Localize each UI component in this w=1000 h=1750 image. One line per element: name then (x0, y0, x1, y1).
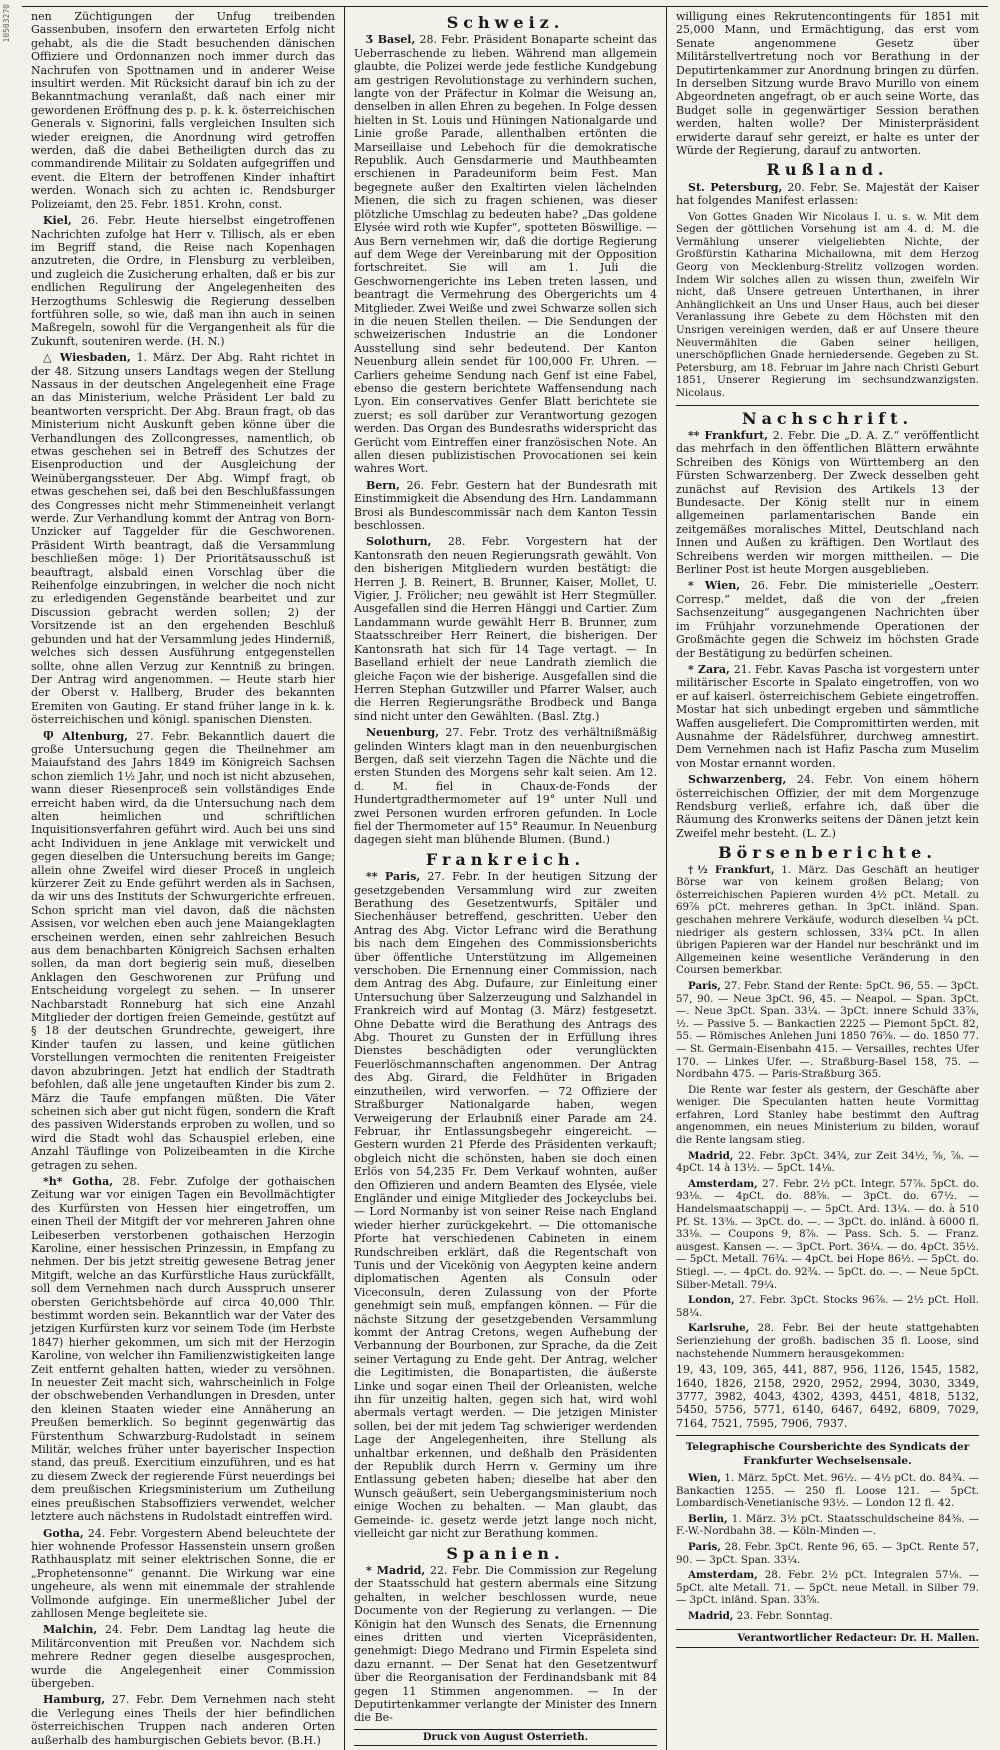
dateline: Ⴔ Altenburg, (43, 729, 129, 743)
dateline: Amsterdam, (688, 1569, 758, 1582)
article-karlsruhe: Karlsruhe, 28. Febr. Bei der heute stattgehabten Serienziehung der großh. badischen 35 fl. Loose, sind nachstehende Nummern herausgekommen: (676, 1322, 980, 1360)
article-frankfurt-2: †½ Frankfurt, 1. März. Das Geschäft an heutiger Börse war von keinem großen Belang; von österreichischen Papieren wurden 4½ pCt. Metall. zu 69⅞ pCt. mehreres gethan. In 3pCt. inländ. Span. geschahen mehrere Verkäufe, wodurch dieselben ¼ pCt. niedriger als gestern schlossen, 33¼ pCt. In allen übrigen Papieren war der Handel nur beschränkt und im Allgemeinen keine wesentliche Veränderung in den Coursen bemerkbar. (676, 863, 979, 977)
dateline: Amsterdam, (688, 1177, 758, 1190)
article-berlin: Berlin, 1. März. 3½ pCt. Staatsschuldscheine 84⅜. — F.-W.-Nordbahn 38. — Köln-Minden —. (676, 1512, 980, 1538)
article-amsterdam-2: Amsterdam, 28. Febr. 2½ pCt. Integralen 57⅛. — 5pCt. alte Metall. 71. — 5pCt. neue Metall. in Silber 79. — 3pCt. inländ. Span. 33⅝. (676, 1569, 979, 1607)
article-zara: * Zara, 21. Febr. Kavas Pascha ist vorgestern unter militärischer Escorte in Spalato eingetroffen, von wo er auf kaiserl. österreichischem Gebiete eingetroffen. Mostar hat sich unbedingt ergeben und sämmtliche Waffen ausgeliefert. Die Compromittirten werden, mit Ausnahme der Rädelsführer, durchweg amnestirt. Dem Vernehmen nach ist Hafiz Pascha zum Muselim von Mostar ernannt worden. (676, 662, 980, 770)
article-wien-1: * Wien, 26. Febr. Die ministerielle „Oesterr. Corresp.“ meldet, daß die von der „freien Sachsenzeitung“ ausgegangenen Nachrichten über im Frühjahr vorzunehmende Operationen der Großmächte gegen die Schweiz im höchsten Grade der Bestätigung zu bedürfen scheinen. (676, 579, 980, 660)
section-title-schweiz: Schweiz. (446, 13, 565, 32)
dateline: Schwarzenberg, (688, 773, 787, 787)
telegraph-title: Telegraphische Coursberichte des Syndicats der Frankfurter Wechselsensale. (685, 1441, 970, 1467)
article-madrid-3: Madrid, 23. Febr. Sonntag. (688, 1609, 833, 1622)
article-neuenburg: Neuenburg, 27. Febr. Trotz des verhältnißmäßig gelinden Winters klagt man in den neuenburgischen Bergen, daß seit vierzehn Tagen die Nächte und die ersten Stunden des Morgens sehr kalt seien. Am 12. d. M. fiel in Chaux-de-Fonds der Hundertgradthermometer auf 19° unter Null und zwei Personen wurden erfroren gefunden. In Locle fiel der Thermometer auf 15° Reaumur. In Neuenburg dagegen sieht man blühende Blumen. (Bund.) (354, 726, 658, 847)
section-title-boersen: Börsenberichte. (718, 843, 937, 863)
dateline: ** Paris, (366, 870, 421, 884)
dateline: Madrid, (688, 1609, 734, 1622)
dateline: Malchin, (43, 1623, 98, 1637)
lottery-numbers: 19, 43, 109, 365, 441, 887, 956, 1126, 1545, 1582, 1640, 1826, 2158, 2920, 2952, 2994, 3030, 3349, 3777, 3982, 4043, 4302, 4393, 4451, 4818, 5132, 5450, 5756, 5771, 6140, 6467, 6492, 6809, 7029, 7164, 7521, 7595, 7906, 7937. (676, 1363, 979, 1430)
dateline: Solothurn, (366, 535, 432, 549)
article-hamburg: Hamburg, 27. Febr. Dem Vernehmen nach steht die Verlegung eines Theils der hier befindlichen österreichischen Truppen nach anderen Orten außerhalb des hamburgischen Gebiets bevor. (B.H.) (31, 1693, 335, 1747)
dateline: * Wien, (688, 579, 741, 593)
article-wiesbaden: △ Wiesbaden, 1. März. Der Abg. Raht richtet in der 48. Sitzung unsers Landtags wegen der Stellung Nassaus in der deutschen Angelegenheit eine Frage an das Ministerium, welche Präsident Ler bald zu beantworten verspricht. Der Abg. Braun fragt, ob das Ministerium nicht Auskunft geben könne über die Verhandlungen des Zollcongresses, namentlich, ob etwas geschehen sei in Betreff des Schutzes der Eisenproduction und der Ausgleichung der Weinübergangssteuer. Der Abg. Wimpf fragt, ob etwas geschehen sei, daß bei den Beschlußfassungen des Congresses nicht mehr Stimmeneinheit verlangt werde. Zur Verhandlung kommt der Antrag von Born-Unzicker auf Taggelder für die Geschworenen. Präsident Wirth beantragt, daß die Versammlung beschließen möge: 1) Der Prioritätsausschuß ist beauftragt, alsbald einen Vorschlag über die Reihenfolge einzubringen, in welcher die noch nicht zu erledigenden Gegenstände bearbeitet und zur Discussion gebracht werden sollen; 2) der Vorsitzende ist an den ergehenden Beschluß gebunden und hat der Versammlung jedes Hinderniß, welches sich dessen Ausführung entgegenstellen sollte, ohne allen Verzug zur Kenntniß zu bringen. Der Antrag wird angenommen. — Heute starb hier der Oberst v. Hallberg, Bruder des bekannten Eremiten von Gauting. Er stand früher lange in k. k. österreichischen und königl. spanischen Diensten. (31, 351, 335, 727)
article-paris-2-note: Die Rente war fester als gestern, der Geschäfte aber weniger. Die Speculanten hatten heute Vormittag erfahren, Lord Stanley habe bestimmt den Auftrag angenommen, ein neues Ministerium zu bilden, worauf die Rente langsam stieg. (676, 1083, 979, 1147)
article-malchin: Malchin, 24. Febr. Dem Landtag lag heute die Militärconvention mit Preußen vor. Nachdem sich mehrere Redner gegen dieselbe ausgesprochen, wurde die Angelegenheit einer Commission übergeben. (31, 1623, 336, 1690)
dateline: Neuenburg, (366, 726, 440, 740)
dateline: Ӡ Basel, (366, 33, 416, 47)
dateline: Gotha, (43, 1526, 84, 1540)
dateline: Paris, (688, 979, 721, 992)
dateline: * Madrid, (366, 1563, 426, 1577)
dateline: Kiel, (43, 214, 72, 228)
article-wien-2: Wien, 1. März. 5pCt. Met. 96½. — 4½ pCt. do. 84¾. — Bankactien 1255. — 250 fl. Loose 121. — 5pCt. Lombardisch-Venetianische 93½. — London 12 fl. 42. (676, 1472, 980, 1510)
dateline: St. Petersburg, (688, 180, 783, 194)
columns (22, 6, 988, 1747)
page-id: 10503270 (2, 4, 11, 43)
column-3 (666, 7, 988, 1750)
dateline: ** Frankfurt, (688, 429, 769, 442)
article-altenburg: Ⴔ Altenburg, 27. Febr. Bekanntlich dauert die große Untersuchung gegen die Theilnehmer am Maiaufstand des Jahrs 1849 im Königreich Sachsen schon ziemlich 1½ Jahr, und noch ist nicht abzusehen, wann dieser Riesenproceß sein vollständiges Ende erreicht haben wird, da die Untersuchung nach dem alten heimlichen und schriftlichen Inquisitionsverfahren geführt wird. Auch bei uns sind acht Individuen in jene Anklage mit verwickelt und gegen dieselben die Untersuchung bereits im Gange; allein ohne Zweifel wird dieser Proceß in ungleich kürzerer Zeit zu Ende geführt werden als in Sachsen, da wir uns des Instituts der Schwurgerichte erfreuen. Schon spricht man viel davon, daß die nächsten Assisen, vor welchen eben auch jene Maiangeklagten erscheinen werden, einen sehr zahlreichen Besuch aus dem benachbarten Königreich Sachsen erhalten sollen, da man dort begierig sein muß, dieselben Anklagen den Geschworenen zur Prüfung und Entscheidung vorgelegt zu sehen. — In unserer Nachbarstadt Ronneburg hat sich eine Anzahl Mitglieder der dortigen freien Gemeinde, gestützt auf § 18 der deutschen Grundrechte, geweigert, ihre Kinder taufen zu lassen, und keine gütlichen Vorstellungen vermochten die renitenten Freigeister davon abzubringen. Jetzt hat endlich der Stadtrath befohlen, daß alle jene ungetauften Kinder bis zum 2. März die Taufe empfangen müßten. Die Väter scheinen sich aber gut nicht fügen, sondern die Kraft des passiven Widerstands erproben zu wollen, und so wird die Stadt wohl das Schauspiel erleben, eine Anzahl Täuflinge von Polizeibeamten in die Kirche getragen zu sehen. (31, 729, 335, 1172)
section-title-spanien: Spanien. (446, 1543, 565, 1563)
dateline: Hamburg, (43, 1693, 106, 1707)
article-rendsburg: nen Züchtigungen der Unfug treibenden Gassenbuben, insofern den erwarteten Erfolg nicht gehabt, als die die Stadt besuchenden dänischen Offiziere und Ordonnanzen noch immer durch das Nachrufen von Spottnamen und in anderer Weise insultirt werden. Mit Rücksicht darauf bin ich zu der Bekanntmachung veranlaßt, daß nach einer mir gewordenen Eröffnung des p. p. k. k. österreichischen Generals v. Signorini, falls vergleichen Insulten sich wieder ereignen, die Anordnung wird getroffen werden, daß die dabei Betheiligten durch das zu commandirende Militair zu Soldaten aufgegriffen und event. die Eltern der betroffenen Kinder inhaftirt werden. Wonach sich zu achten ic. Rendsburger Polizeiamt, den 25. Febr. 1851. Krohn, const. (31, 10, 335, 211)
article-petersburg: St. Petersburg, 20. Febr. Se. Majestät der Kaiser hat folgendes Manifest erlassen: (676, 180, 980, 208)
article-madrid-2: Madrid, 22. Febr. 3pCt. 34¾, zur Zeit 34½, ⅝, ⅞. — 4pCt. 14 à 13½. — 5pCt. 14⅛. (676, 1149, 979, 1175)
dateline: Berlin, (688, 1512, 728, 1525)
article-basel: Ӡ Basel, 28. Febr. Präsident Bonaparte scheint das Ueberraschende zu lieben. Während man allgemein glaubte, die Polizei werde jede festliche Kundgebung am gestrigen Revolutionstage zu verhindern suchen, langte von der Präfectur in Kolmar die Weisung an, denselben in allen Ehren zu begehen. In Folge dessen hielten in St. Louis und Hüningen Nationalgarde und Linie große Parade, allenthalben ertönten die Marseillaise und Lebehoch für die demokratische Republik. Auch Gensdarmerie und Mauthbeamten erschienen in Paradeuniform beim Fest. Man begegnete außer den Exaltirten vielen lächelnden Mienen, die sich zu fragen schienen, was dieser plötzliche Umschlag zu bedeuten habe? „Das goldene Elysée wird roth wie Kupfer“, spotteten Böswillige. — Aus Bern vernehmen wir, daß die dortige Regierung auf dem Wege der Vereinbarung mit der Opposition fortschreitet. Sie will am 1. Juli die Geschwornengerichte ins Leben treten lassen, und beantragt die Vermehrung des Obergerichts um 4 Mitglieder. Zwei Weiße und zwei Schwarze sollen sich in die neuen Stellen theilen. — Die Sendungen der schweizerischen Industrie an die Londoner Ausstellung sind sehr bedeutend. Der Kanton Neuenburg allein sendet für 100,000 Fr. Uhren. — Carliers geheime Sendung nach Genf ist eine Fabel, ebenso die gestern berichtete Waffensendung nach Lyon. Ein conservatives Genfer Blatt berichtete sie zuerst; es soll darüber zur Verantwortung gezogen werden. Das Organ des Bundesraths widerspricht das Gerücht vom Eintreffen einer französischen Note. An allen diesen publizistischen Provocationen sei kein wahres Wort. (354, 33, 657, 476)
section-title-frankreich: Frankreich. (425, 849, 586, 869)
dateline: Paris, (688, 1540, 721, 1553)
article-madrid-continued: willigung eines Rekrutencontingents für 1851 mit 25,000 Mann, und Ermächtigung, das erst vom Senate angenommene Gesetz über Militärstellvertretung noch vor Berathung in der Deputirtenkammer zur Anordnung bringen zu dürfen. In derselben Sitzung wurde Bravo Murillo von einem Abgeordneten angefragt, ob er auch seine Worte, das Budget solle in gegenwärtiger Session berathen werden, halten wolle? Der Ministerpräsident erwiderte darauf sehr gereizt, er halte es unter der Würde der Regierung, darauf zu antworten. (676, 10, 979, 158)
dateline: Madrid, (688, 1149, 734, 1162)
divider (676, 1435, 979, 1436)
dateline: †½ Frankfurt, (688, 863, 775, 876)
article-gotha-2: Gotha, 24. Febr. Vorgestern Abend beleuchtete der hier wohnende Professor Hassenstein unsern großen Rathhausplatz mit seiner elektrischen Sonne, die er „Prophetensonne“ genannt. Die Wirkung war eine ungeheure, als wenn mit einemmale der strahlende Vollmonde aufginge. Ein unermeßlicher Jubel der zahllosen Menge begleitete sie. (31, 1526, 336, 1620)
dateline: Bern, (366, 478, 400, 492)
article-kiel: Kiel, 26. Febr. Heute hierselbst eingetroffenen Nachrichten zufolge hat Herr v. Tillisch, als er eben im Begriff stand, die Reise nach Kopenhagen anzutreten, die Ordre, in Flensburg zu verbleiben, und zugleich die Zusicherung erhalten, daß er bis zur endlichen Regulirung der Angelegenheiten des Herzogthums Schleswig die Regierung desselben fortführen solle, so wie, daß man ihn auch in seinen Maßregeln, sowohl für die Vergangenheit als für die Zukunft, souteniren werde. (H. N.) (31, 214, 335, 348)
article-london: London, 27. Febr. 3pCt. Stocks 96⅞. — 2½ pCt. Holl. 58¼. (676, 1294, 979, 1319)
article-frankfurt-1: ** Frankfurt, 2. Febr. Die „D. A. Z.“ veröffentlicht das mehrfach in den öffentlichen Blättern erwähnte Schreiben des Königs von Württemberg an den Fürsten Schwarzenberg. Der Zweck desselben geht zunächst auf Revision des Artikels 13 der Bundesacte. Der König stellt nur in einem allgemeinen parlamentarischen Bande ein zeitgemäßes moralisches Mittel, Deutschland nach Innen und Außen zu kräftigen. Den Wortlaut des Schreibens werden wir morgen mittheilen. — Die Berliner Post ist heute Morgen ausgeblieben. (676, 429, 979, 577)
dateline: *h* Gotha, (43, 1174, 114, 1188)
dateline: △ Wiesbaden, (43, 351, 131, 365)
divider (676, 405, 979, 406)
article-paris: ** Paris, 27. Febr. In der heutigen Sitzung der gesetzgebenden Versammlung wird zur zweiten Berathung des Gesetzentwurfs, Spitäler und Siechenhäuser betreffend, geschritten. Ueber den Antrag des Abg. Victor Lefranc wird die Berathung bis nach dem Eingehen des Commissionsberichts über öffentliche Unterstützung im Allgemeinen verschoben. Die Ernennung einer Commission, nach dem Antrag des Abg. Dufaure, zur Einleitung einer Untersuchung über Salzerzeugung und Salzhandel in Frankreich wird auf Montag (3. März) festgesetzt. Ohne Debatte wird die Berathung des Antrags des Abg. Thouret zu Gunsten der in Erfüllung ihres Dienstes beschädigten oder verunglückten Feuerlöschmannschaften angenommen. Der Antrag des Abg. Girard, die Feldhüter in Brigaden einzutheilen, wird verworfen. — 72 Offiziere der Straßburger Nationalgarde haben, wegen Verweigerung der Erlaubniß einer Parade am 24. Februar, ihr Entlassungsbegehr eingereicht. — Gestern wurden 21 Pferde des Präsidenten verkauft; obgleich nicht die schönsten, haben sie doch einen Erlös von 54,235 Fr. Dem Verkauf wohnten, außer den Offizieren und andern Beamten des Elysée, viele Engländer und einige Mitglieder des Jockeyclubs bei. — Lord Normanby ist von seiner Reise nach England wieder hierher zurückgekehrt. — Die ottomanische Pforte hat verschiedenen Cabineten in einem Rundschreiben erklärt, daß die Regentschaft von Tunis und der Vicekönig von Aegypten keine andern diplomatischen Agenten als Consuln oder Viceconsuln, deren Zulassung von der Pforte genehmigt sein muß, empfangen können. — Für die nächste Sitzung der gesetzgebenden Versammlung kommt der Antrag Cretons, wegen Aufhebung der Verbannung der Bourbonen, zur Sprache, da die Zeit seiner Vertagung zu Ende geht. Der Antrag, welcher die Legitimisten, die Bonapartisten, die äußerste Linke und sogar einen Theil der Orleanisten, welche ihn für unzeitig halten, gegen sich hat, wird wohl abermals vertagt werden. — Die jetzigen Minister sollen, bei der mit jedem Tag schwieriger werdenden Lage der Angelegenheiten, ihre Stellung als unhaltbar erkennen, und deßhalb den Präsidenten der Republik durch Herrn v. Germiny um ihre Entlassung gebeten haben; dieselbe hat aber den Wunsch geäußert, sein Uebergangsministerium noch einige Wochen zu behalten. — Man glaubt, das Gemeinde- ic. gesetz werde jetzt lange noch nicht, vielleicht gar nicht zur Berathung kommen. (354, 870, 658, 1541)
article-paris-3: Paris, 28. Febr. 3pCt. Rente 96, 65. — 3pCt. Rente 57, 90. — 3pCt. Span. 33¼. (676, 1540, 979, 1566)
column-2 (344, 7, 666, 1750)
article-madrid: * Madrid, 22. Febr. Die Commission zur Regelung der Staatsschuld hat gestern abermals eine Sitzung gehalten, in welcher beschlossen wurde, neue Documente von der Regierung zu verlangen. — Die Königin hat den Wunsch des Senats, die Ernennung eines dritten und vierten Vicepräsidenten, genehmigt: Diego Medrano und Firmin Espeleta sind dazu ernannt. — Der Senat hat den Gesetzentwurf über die Reorganisation der Ferdinandsbank mit 84 gegen 11 Stimmen angenommen. — In der Deputirtenkammer verlangte der Minister des Innern die Be- (354, 1563, 657, 1725)
manifest-text: Von Gottes Gnaden Wir Nicolaus I. u. s. w. Mit dem Segen der göttlichen Vorsehung ist am 4. d. M. die Vermählung unserer vielgeliebten Nichte, der Großfürstin Katharina Michailowna, mit dem Herzog Georg von Mecklenburg-Strelitz vollzogen worden. Indem Wir solches allen zu wissen thun, zweifeln Wir nicht, daß Unsere getreuen Unterthanen, in ihrer Anhänglichkeit an Uns und Unser Haus, auch bei dieser Veranlassung ihre Gebete zu dem Höchsten mit den Unsrigen vereinigen werden, daß er auf Unsere theure Neuvermählten die Gaben seiner heiligen, unerschöpflichen Gnade herniedersende. Gegeben zu St. Petersburg, am 18. Februar im Jahre nach Christi Geburt 1851, Unserer Regierung im sechsundzwanzigsten. Nicolaus. (676, 210, 979, 399)
article-solothurn: Solothurn, 28. Febr. Vorgestern hat der Kantonsrath den neuen Regierungsrath gewählt. Von den bisherigen Mitgliedern wurden bestätigt: die Herren J. B. Reinert, B. Brunner, Kaiser, Mollet, U. Vigier, J. Frölicher; neu gewählt ist Herr Stegmüller. Ausgefallen sind die Herren Hänggi und Cartier. Zum Landammann wurde gewählt Herr B. Brunner, zum Staatsschreiber Herr Reinert, die bisherigen. Der Kantonsrath hat sich für 14 Tage vertagt. — In Baselland erhielt der neue Landrath ziemlich die gleiche Façon wie der bisherige. Ausgefallen sind die Herren Stephan Gutzwiller und Pfarrer Walser, auch die Herren Regierungsräthe Brodbeck und Banga sind nicht unter den Gewählten. (Basl. Ztg.) (354, 535, 657, 723)
article-bern: Bern, 26. Febr. Gestern hat der Bundesrath mit Einstimmigkeit die Absendung des Hrn. Landammann Brosi als Bundescommissär nach dem Kanton Tessin beschlossen. (354, 478, 657, 533)
dateline: Karlsruhe, (688, 1322, 750, 1335)
dateline: * Zara, (688, 662, 730, 676)
section-title-russland: Rußland. (766, 160, 889, 180)
dateline: Wien, (688, 1472, 721, 1484)
printer-line: Druck von August Osterrieth. (354, 1729, 657, 1746)
article-paris-2: Paris, 27. Febr. Stand der Rente: 5pCt. 96, 55. — 3pCt. 57, 90. — Neue 3pCt. 96, 45. — Neapol. — Span. 3pCt. —. Neue 3pCt. Span. 33¼. — 3pCt. innere Schuld 33⅞, ½. — Passive 5. — Bankactien 2225 — Piemont 5pCt. 82, 55. — Römisches Anlehen Juni 1850 76⅝. — do. 1850 77. — St. Germain-Eisenbahn 415. — Versailles, rechtes Ufer 170. — Linkes Ufer. —. Straßburg-Basel 158, 75. — Nordbahn 475. — Paris-Straßburg 365. (676, 979, 979, 1081)
article-gotha-1: *h* Gotha, 28. Febr. Zufolge der gothaischen Zeitung war vor einigen Tagen ein Bevollmächtigter des Kurfürsten von Hessen hier eingetroffen, um einen Theil der Mitgift der vor mehreren Jahren ohne Leibeserben verstorbenen gothaischen Herzogin Karoline, einer hessischen Prinzessin, in Empfang zu nehmen. Der bis jetzt streitig gewesene Betrag jener Mitgift, welche an das Kurfürstliche Haus zurückfällt, soll dem Vernehmen nach durch Ausspruch unserer obersten Gerichtsbehörde auf circa 40,000 Thlr. bestimmt worden sein. Bekanntlich war der Vater des jetzigen Kurfürsten kurz vor seinem Tode (im Herbste 1847) hierher gekommen, um sich mit der Herzogin Karoline, von welcher ihn Familienzwistigkeiten lange Zeit entfernt gehalten hatten, wieder zu versöhnen. In neuester Zeit macht sich, wahrscheinlich in Folge der obschwebenden Verhandlungen in Dresden, unter den kleinen Staaten wieder eine Annäherung an Preußen bemerklich. So beginnt gegenwärtig das Fürstenthum Schwarzburg-Rudolstadt in seinem Militär, welches früher unter bayerischer Inspection stand, das preuß. Exercitium einzuführen, und es hat zu diesem Zweck der regierende Fürst neuerdings bei dem preußischen Kriegsministerium um Zutheilung eines preußischen Stabsoffiziers verwendet, welcher letztere auch nächstens in Rudolstadt eintreffen wird. (31, 1174, 336, 1524)
article-schwarzenberg: Schwarzenberg, 24. Febr. Von einem höhern österreichischen Offizier, der mit dem Morgenzuge Rendsburg verließ, erfahre ich, daß über die Räumung des Kronwerks seitens der Dänen jetzt kein Zweifel mehr besteht. (L. Z.) (676, 773, 980, 840)
dateline: London, (688, 1294, 735, 1307)
section-title-nachschrift: Nachschrift. (741, 408, 914, 428)
editor-line: Verantwortlicher Redacteur: Dr. H. Mallen. (676, 1629, 979, 1648)
column-1 (22, 7, 344, 1750)
article-amsterdam-1: Amsterdam, 27. Febr. 2½ pCt. Integr. 57⅞. 5pCt. do. 93⅛. — 4pCt. do. 88⅝. — 3pCt. do. 67½. — Handelsmaatschappij —. — 5pCt. Ard. 13¼. — do. à 510 Pf. St. 13⅜. — 3pCt. do. —. — 3pCt. do. inländ. à 6000 fl. 33⅛. — Coupons 9, 8⅞. — Pass. Sch. 5. — Franz. ausgest. Kansen —. — 3pCt. Port. 36¼. — do. 4pCt. 35½. — 5pCt. Metall. 76¾. — 4pCt. bei Hope 86½. — 5pCt. do. Stiegl. —. — 4pCt. do. 92¾. — 5pCt. do. —. — Neue 5pCt. Silber-Metall. 79¼. (676, 1177, 979, 1291)
